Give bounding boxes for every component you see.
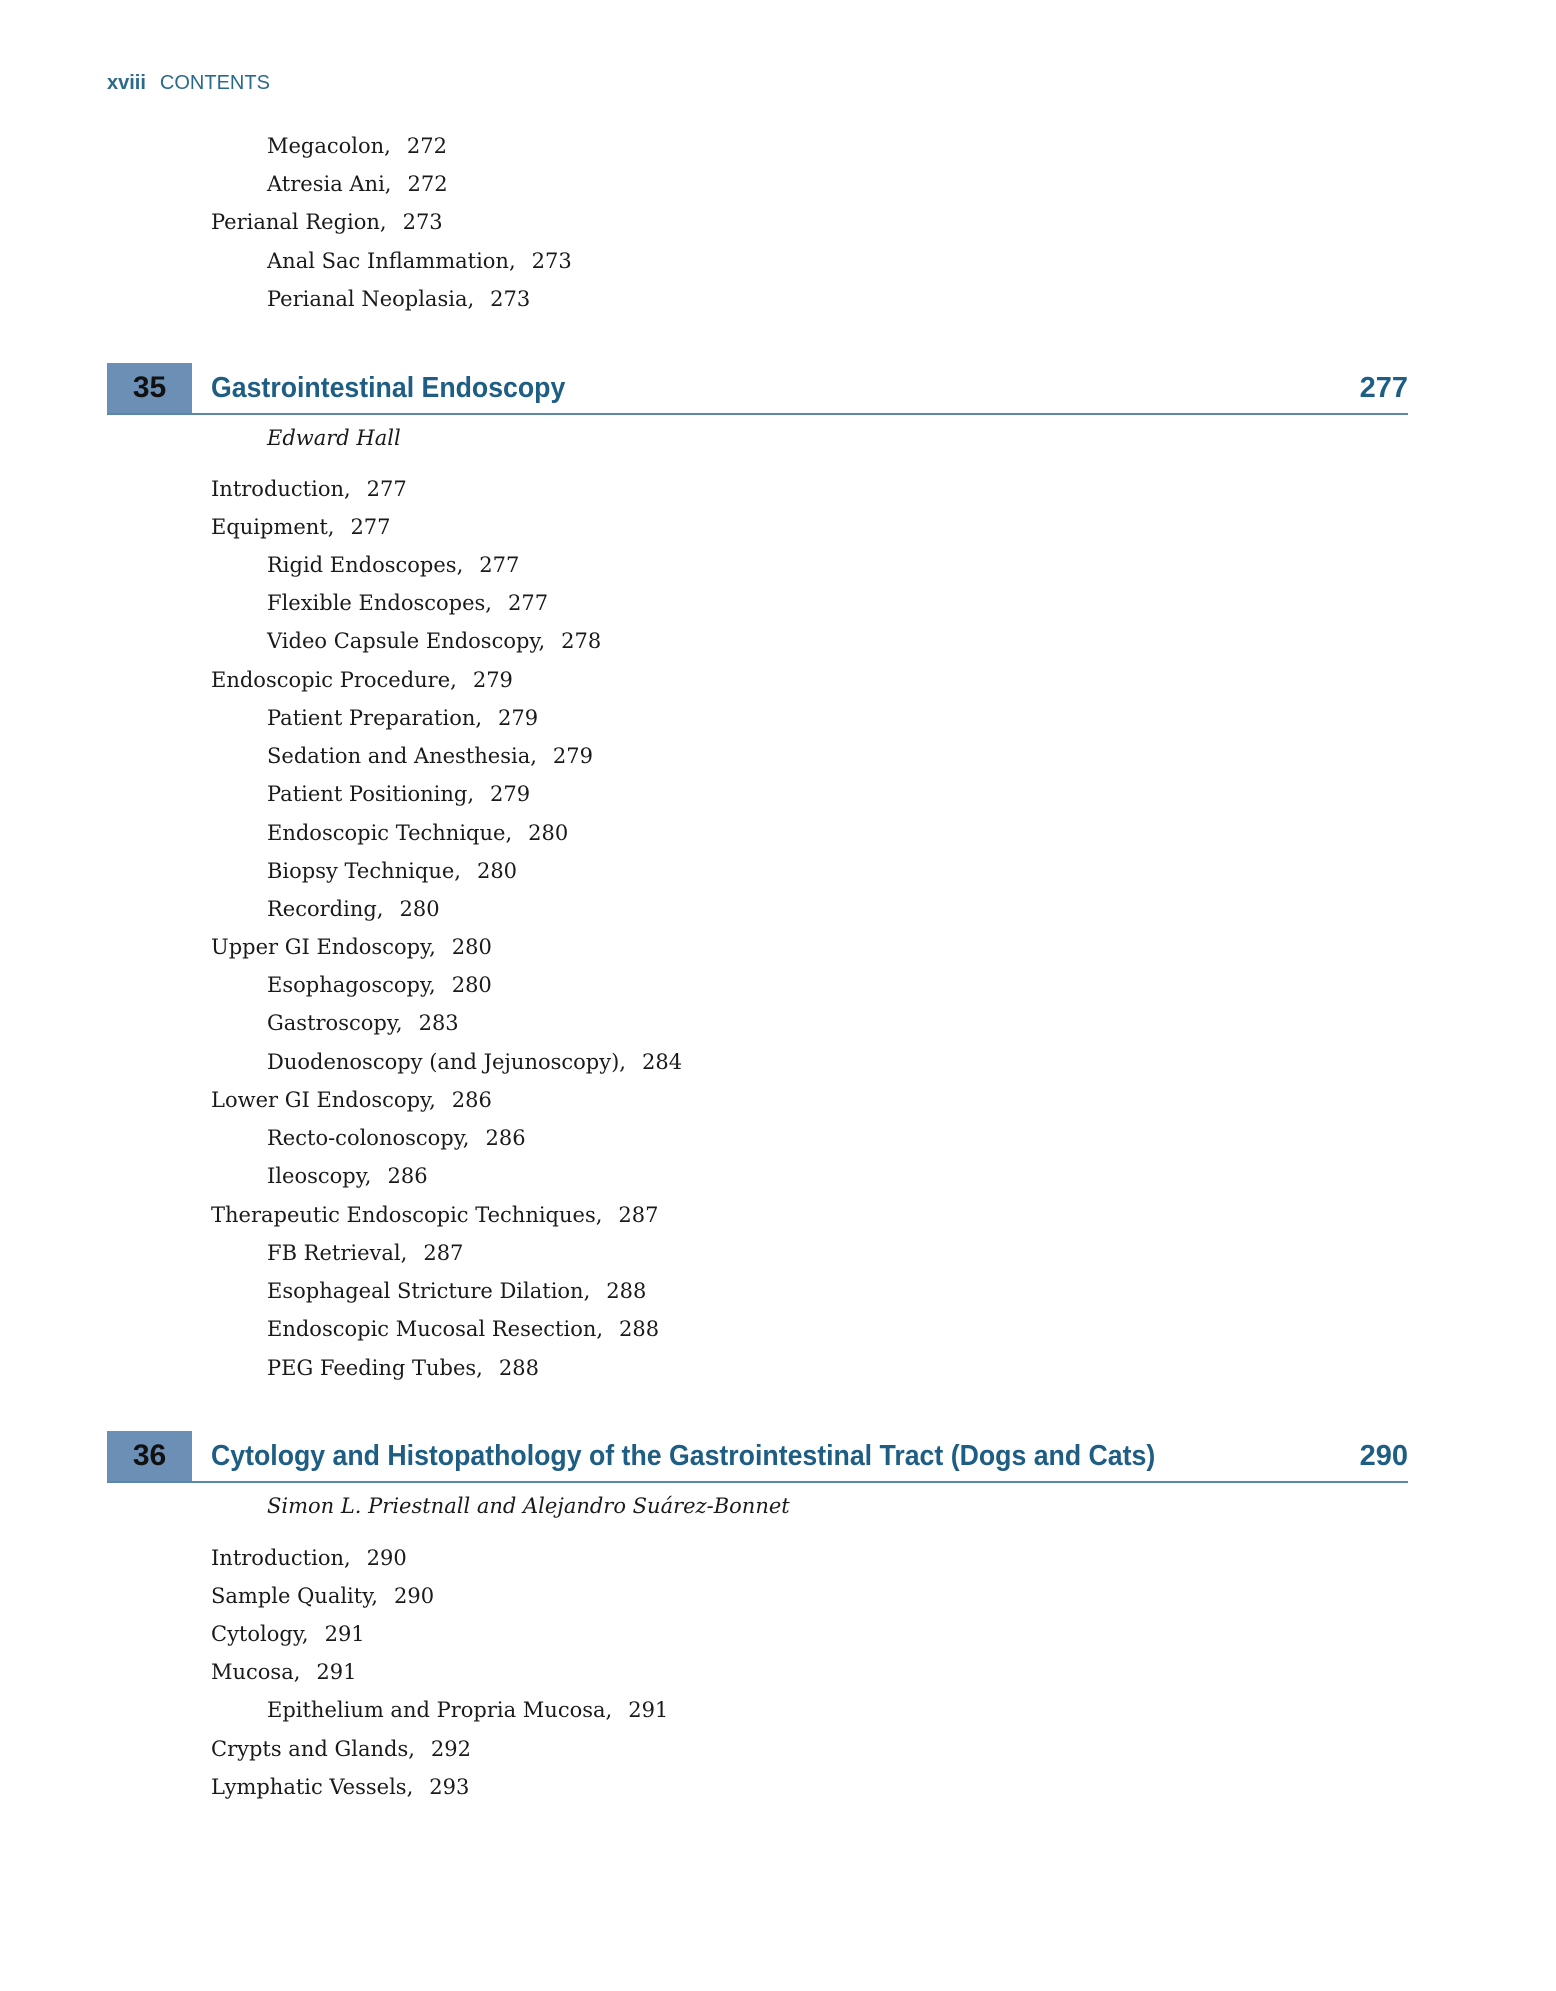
toc-entry-page: 283 xyxy=(418,1011,459,1035)
toc-entry-text: FB Retrieval, xyxy=(267,1241,408,1265)
toc-entry-text: Recording, xyxy=(267,897,384,921)
toc-entry-text: Cytology, xyxy=(211,1622,309,1646)
toc-entry-page: 277 xyxy=(350,515,391,539)
toc-entry-text: Patient Preparation, xyxy=(267,706,483,730)
chapter-heading-36[interactable] xyxy=(107,1431,1408,1483)
toc-entry[interactable] xyxy=(267,1697,668,1723)
toc-entry[interactable] xyxy=(211,1583,434,1609)
toc-entry-text: Esophagoscopy, xyxy=(267,973,436,997)
toc-entry-text: Megacolon, xyxy=(267,134,391,158)
toc-entry-page: 290 xyxy=(366,1546,407,1570)
toc-entry-page: 272 xyxy=(407,172,448,196)
toc-entry-page: 291 xyxy=(324,1622,365,1646)
chapter-number: 35 xyxy=(107,363,192,413)
chapter-number: 36 xyxy=(107,1431,192,1481)
chapter-title: Gastrointestinal Endoscopy xyxy=(211,372,566,404)
toc-entry[interactable] xyxy=(267,590,548,616)
toc-entry-page: 279 xyxy=(498,706,539,730)
toc-entry-text: Endoscopic Mucosal Resection, xyxy=(267,1317,604,1341)
toc-entry-text: Ileoscopy, xyxy=(267,1164,372,1188)
toc-entry-page: 292 xyxy=(430,1737,471,1761)
toc-entry-page: 280 xyxy=(399,897,440,921)
toc-entry[interactable] xyxy=(211,934,492,960)
toc-entry-text: Lower GI Endoscopy, xyxy=(211,1088,436,1112)
toc-entry-page: 279 xyxy=(490,782,531,806)
toc-entry[interactable] xyxy=(267,1355,539,1381)
toc-entry-text: Biopsy Technique, xyxy=(267,859,461,883)
toc-entry[interactable] xyxy=(211,1087,492,1113)
toc-entry-text: Rigid Endoscopes, xyxy=(267,553,464,577)
toc-entry-page: 273 xyxy=(402,210,443,234)
toc-entry-page: 280 xyxy=(528,821,569,845)
toc-entry-page: 284 xyxy=(641,1050,683,1074)
toc-entry[interactable] xyxy=(211,1736,471,1762)
toc-entry[interactable] xyxy=(267,1316,659,1342)
toc-entry[interactable] xyxy=(267,743,593,769)
toc-entry[interactable] xyxy=(267,1010,459,1036)
toc-entry-text: Gastroscopy, xyxy=(267,1011,403,1035)
toc-entry-page: 277 xyxy=(479,553,520,577)
toc-entry[interactable] xyxy=(211,1659,357,1685)
toc-entry-page: 291 xyxy=(628,1698,669,1722)
running-head-page-number: xviii xyxy=(107,72,146,94)
toc-entry-page: 286 xyxy=(485,1126,526,1150)
toc-entry[interactable] xyxy=(267,1278,646,1304)
toc-entry[interactable] xyxy=(267,896,440,922)
toc-entry-text: Video Capsule Endoscopy, xyxy=(267,629,546,653)
toc-entry-text: Upper GI Endoscopy, xyxy=(211,935,436,959)
toc-entry-text: Esophageal Stricture Dilation, xyxy=(267,1279,591,1303)
toc-entry[interactable] xyxy=(267,1049,682,1075)
toc-entry-text: Duodenoscopy (and Jejunoscopy), xyxy=(267,1050,626,1074)
toc-entry[interactable] xyxy=(267,552,519,578)
chapter-page: 290 xyxy=(1359,1440,1408,1472)
toc-entry[interactable] xyxy=(211,514,391,540)
toc-entry-page: 278 xyxy=(561,629,602,653)
toc-entry[interactable] xyxy=(211,1621,365,1647)
toc-entry[interactable] xyxy=(267,858,517,884)
toc-entry-page: 288 xyxy=(498,1356,539,1380)
toc-entry-page: 287 xyxy=(423,1241,464,1265)
toc-entry-text: Endoscopic Technique, xyxy=(267,821,513,845)
toc-entry-text: Flexible Endoscopes, xyxy=(267,591,492,615)
toc-entry-text: Epithelium and Propria Mucosa, xyxy=(267,1698,613,1722)
toc-entry-page: 287 xyxy=(618,1203,659,1227)
chapter-heading-35[interactable] xyxy=(107,363,1408,415)
toc-entry[interactable] xyxy=(211,1774,469,1800)
toc-entry-page: 280 xyxy=(451,973,492,997)
toc-entry[interactable] xyxy=(211,1545,407,1571)
toc-entry-page: 288 xyxy=(619,1317,660,1341)
toc-entry-text: Introduction, xyxy=(211,1546,351,1570)
toc-entry-text: Equipment, xyxy=(211,515,335,539)
toc-entry-text: Sedation and Anesthesia, xyxy=(267,744,537,768)
toc-entry[interactable] xyxy=(267,286,530,312)
toc-entry[interactable] xyxy=(267,820,568,846)
toc-entry-page: 286 xyxy=(451,1088,492,1112)
toc-entry[interactable] xyxy=(267,781,530,807)
running-head xyxy=(107,72,270,95)
toc-entry-page: 277 xyxy=(507,591,549,615)
toc-entry[interactable] xyxy=(211,1202,659,1228)
toc-entry[interactable] xyxy=(211,667,513,693)
toc-entry-text: Therapeutic Endoscopic Techniques, xyxy=(211,1203,603,1227)
toc-entry[interactable] xyxy=(211,209,443,235)
toc-entry[interactable] xyxy=(267,705,538,731)
chapter-author: Simon L. Priestnall and Alejandro Suárez-Bonnet xyxy=(267,1494,790,1518)
toc-entry-page: 280 xyxy=(451,935,492,959)
toc-entry-page: 277 xyxy=(366,477,407,501)
toc-entry-text: Introduction, xyxy=(211,477,351,501)
toc-entry-page: 280 xyxy=(476,859,518,883)
toc-entry[interactable] xyxy=(267,1125,526,1151)
toc-entry[interactable] xyxy=(267,248,572,274)
chapter-author: Edward Hall xyxy=(267,426,401,450)
toc-entry-page: 272 xyxy=(406,134,447,158)
toc-entry[interactable] xyxy=(267,1240,463,1266)
toc-entry-text: Perianal Neoplasia, xyxy=(267,287,475,311)
toc-entry-page: 279 xyxy=(472,668,513,692)
running-head-label: CONTENTS xyxy=(159,72,270,94)
toc-entry-text: Sample Quality, xyxy=(211,1584,378,1608)
toc-entry[interactable] xyxy=(267,628,601,654)
toc-entry[interactable] xyxy=(267,171,448,197)
toc-entry-text: Perianal Region, xyxy=(211,210,387,234)
toc-entry-text: Mucosa, xyxy=(211,1660,301,1684)
toc-entry-page: 293 xyxy=(429,1775,470,1799)
toc-entry-page: 291 xyxy=(316,1660,357,1684)
toc-entry[interactable] xyxy=(267,1163,428,1189)
chapter-title: Cytology and Histopathology of the Gastrointestinal Tract (Dogs and Cats) xyxy=(211,1440,1156,1472)
toc-entry-page: 286 xyxy=(387,1164,428,1188)
toc-entry-text: Anal Sac Inflammation, xyxy=(267,249,516,273)
toc-entry[interactable] xyxy=(267,972,492,998)
chapter-page: 277 xyxy=(1359,372,1408,404)
toc-entry-text: Endoscopic Procedure, xyxy=(211,668,457,692)
toc-entry[interactable] xyxy=(211,476,407,502)
toc-entry-text: PEG Feeding Tubes, xyxy=(267,1356,483,1380)
toc-entry-page: 288 xyxy=(606,1279,647,1303)
toc-entry-text: Patient Positioning, xyxy=(267,782,475,806)
toc-entry-text: Atresia Ani, xyxy=(267,172,392,196)
toc-entry-text: Lymphatic Vessels, xyxy=(211,1775,414,1799)
toc-entry[interactable] xyxy=(267,133,447,159)
toc-entry-page: 273 xyxy=(531,249,572,273)
toc-entry-page: 290 xyxy=(393,1584,435,1608)
toc-entry-text: Recto-colonoscopy, xyxy=(267,1126,470,1150)
toc-entry-page: 273 xyxy=(490,287,531,311)
toc-entry-page: 279 xyxy=(552,744,594,768)
toc-entry-text: Crypts and Glands, xyxy=(211,1737,415,1761)
